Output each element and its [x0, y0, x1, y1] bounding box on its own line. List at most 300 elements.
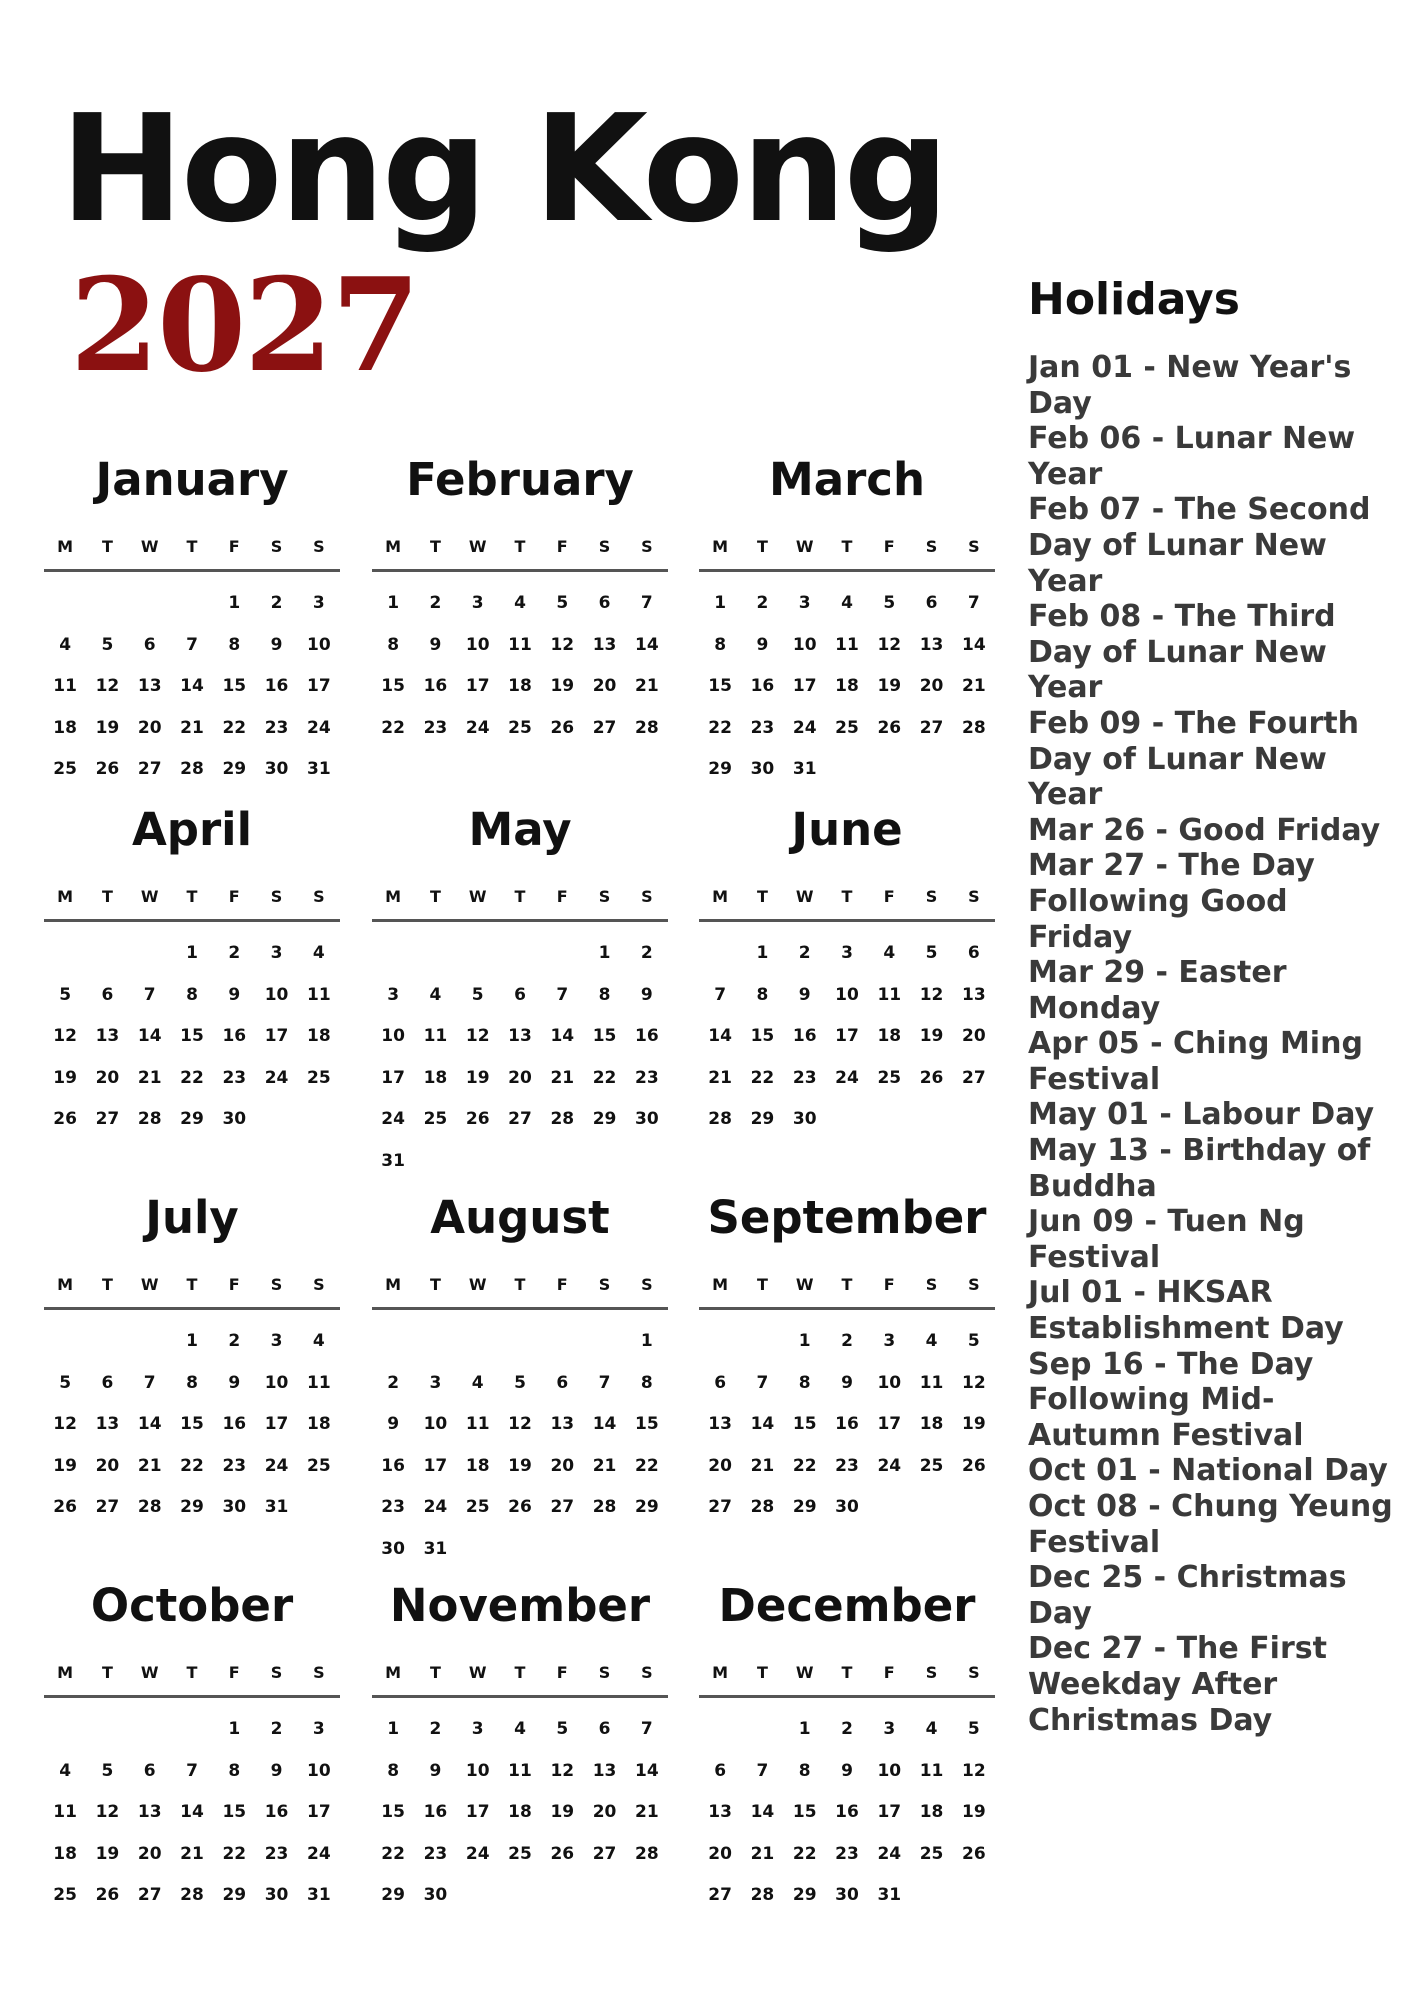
day-cell: 16	[222, 1026, 247, 1046]
day-cell: 15	[381, 1802, 405, 1822]
day-cell: 23	[635, 1067, 659, 1088]
day-cell: 23	[381, 1497, 405, 1517]
day-cell: 21	[708, 1067, 732, 1088]
day-cell: 2	[228, 1331, 241, 1351]
day-cell: 5	[556, 593, 569, 613]
day-cell: 10	[877, 1372, 902, 1393]
weekday-label: M	[57, 1663, 74, 1682]
day-cell: 16	[792, 1026, 817, 1046]
weekday-header	[372, 882, 668, 912]
day-cell: 3	[471, 593, 484, 613]
day-cell: 17	[877, 1802, 902, 1822]
day-cell: 27	[95, 1497, 120, 1517]
weekday-label: T	[841, 1663, 853, 1682]
day-cell: 18	[877, 1026, 902, 1046]
day-cell: 22	[592, 1067, 617, 1088]
day-cell: 7	[640, 1719, 653, 1739]
day-cell: 2	[798, 943, 811, 963]
day-cell: 18	[508, 676, 532, 696]
day-cell: 23	[423, 1843, 448, 1864]
day-cell: 21	[750, 1455, 775, 1476]
empty-cell	[44, 583, 86, 625]
day-cell: 1	[387, 593, 400, 613]
weekday-label: T	[514, 1663, 526, 1682]
day-cell: 2	[756, 593, 769, 613]
day-cell: 5	[514, 1372, 526, 1393]
weekday-label: M	[57, 887, 74, 906]
day-cell: 14	[180, 1802, 204, 1822]
day-cell: 20	[137, 1843, 162, 1864]
header-divider	[372, 919, 668, 922]
weekday-label: W	[795, 537, 814, 556]
day-cell: 4	[59, 634, 72, 655]
day-cell: 30	[835, 1497, 859, 1517]
day-cell: 30	[835, 1885, 859, 1905]
day-cell: 4	[841, 593, 853, 613]
day-cell: 16	[222, 1414, 247, 1434]
weekday-header	[699, 1270, 995, 1300]
day-cell: 19	[508, 1455, 532, 1476]
header-divider	[699, 1695, 995, 1698]
empty-cell	[372, 933, 414, 975]
weekday-label: T	[101, 1663, 113, 1682]
day-cell: 15	[792, 1414, 817, 1434]
day-cell: 25	[307, 1067, 331, 1088]
day-cell: 25	[307, 1455, 331, 1476]
day-cell: 8	[228, 634, 241, 655]
day-cell: 20	[708, 1455, 732, 1476]
day-cell: 12	[95, 1802, 120, 1822]
day-cell: 15	[381, 676, 405, 696]
day-cell: 1	[598, 943, 611, 963]
day-cell: 26	[877, 717, 902, 738]
weekday-label: F	[228, 537, 240, 556]
day-cell: 3	[270, 1331, 283, 1351]
day-cell: 16	[423, 1802, 448, 1822]
day-cell: 5	[101, 1760, 114, 1781]
day-cell: 20	[550, 1455, 575, 1476]
day-cell: 6	[101, 984, 114, 1005]
day-cell: 21	[180, 1843, 204, 1864]
day-cell: 7	[143, 1372, 156, 1393]
day-cell: 18	[53, 1843, 77, 1864]
day-cell: 24	[877, 1455, 902, 1476]
holiday-item: May 13 - Birthday of Buddha	[1028, 1133, 1371, 1204]
day-cell: 30	[792, 1109, 817, 1129]
month-name: March	[768, 453, 926, 506]
weekday-label: S	[313, 1663, 325, 1682]
weekday-header	[44, 1270, 340, 1300]
weekday-label: T	[186, 887, 198, 906]
holiday-item: Apr 05 - Ching Ming Festival	[1028, 1026, 1363, 1097]
day-cell: 3	[883, 1331, 896, 1351]
weekday-label: F	[228, 1275, 240, 1294]
day-cell: 31	[792, 759, 817, 779]
empty-cell	[457, 1321, 499, 1363]
day-cell: 4	[429, 984, 442, 1005]
day-cell: 13	[592, 1760, 617, 1781]
day-cell: 22	[381, 1843, 405, 1864]
holiday-item: Feb 09 - The Fourth Day of Lunar New Year	[1028, 705, 1359, 813]
holiday-item: May 01 - Labour Day	[1028, 1097, 1375, 1133]
day-cell: 20	[508, 1067, 532, 1088]
day-cell: 11	[423, 1026, 448, 1046]
day-cell: 21	[592, 1455, 617, 1476]
day-cell: 12	[550, 634, 575, 655]
holiday-item: Mar 26 - Good Friday	[1028, 812, 1381, 848]
header-divider	[44, 1307, 340, 1310]
weekday-label: W	[140, 1275, 159, 1294]
weekday-label: T	[429, 1275, 441, 1294]
day-cell: 24	[264, 1455, 289, 1476]
weekday-label: T	[841, 887, 853, 906]
day-cell: 4	[312, 1331, 325, 1351]
day-cell: 22	[792, 1843, 817, 1864]
day-cell: 27	[592, 717, 617, 738]
day-cell: 13	[95, 1026, 120, 1046]
day-cell: 17	[465, 676, 490, 696]
day-cell: 29	[180, 1497, 204, 1517]
day-cell: 9	[798, 984, 811, 1005]
day-cell: 14	[137, 1026, 162, 1046]
day-cell: 6	[925, 593, 938, 613]
day-cell: 24	[381, 1109, 405, 1129]
weekday-label: S	[598, 887, 611, 906]
holiday-item: Oct 01 - National Day	[1028, 1453, 1388, 1489]
day-cell: 18	[53, 717, 77, 738]
day-cell: 9	[228, 1372, 241, 1393]
day-cell: 22	[180, 1455, 204, 1476]
day-cell: 11	[307, 984, 331, 1005]
weekday-label: T	[186, 1663, 198, 1682]
day-cell: 10	[423, 1414, 448, 1434]
day-cell: 28	[592, 1497, 617, 1517]
day-cell: 6	[556, 1372, 569, 1393]
day-cell: 1	[798, 1719, 811, 1739]
day-cell: 29	[792, 1885, 817, 1905]
month-name: May	[468, 803, 572, 856]
day-cell: 7	[186, 634, 198, 655]
day-cell: 28	[962, 717, 986, 738]
day-cell: 22	[180, 1067, 204, 1088]
day-cell: 4	[925, 1331, 938, 1351]
day-cell: 15	[222, 1802, 247, 1822]
day-cell: 12	[877, 634, 902, 655]
day-cell: 6	[101, 1372, 114, 1393]
day-grid	[372, 1321, 668, 1570]
day-cell: 18	[465, 1455, 490, 1476]
day-cell: 29	[180, 1109, 204, 1129]
day-cell: 14	[137, 1414, 162, 1434]
day-cell: 25	[53, 1885, 77, 1905]
weekday-label: W	[795, 1275, 814, 1294]
weekday-label: T	[429, 1663, 441, 1682]
day-cell: 18	[423, 1067, 448, 1088]
month-april	[44, 800, 340, 1160]
day-cell: 21	[137, 1067, 162, 1088]
day-cell: 5	[101, 634, 114, 655]
day-cell: 22	[222, 1843, 247, 1864]
weekday-label: T	[514, 887, 526, 906]
day-cell: 5	[925, 943, 938, 963]
day-cell: 25	[919, 1843, 944, 1864]
weekday-label: T	[429, 887, 441, 906]
weekday-label: S	[313, 887, 325, 906]
weekday-label: T	[514, 537, 526, 556]
day-cell: 8	[186, 1372, 198, 1393]
weekday-header	[372, 1270, 668, 1300]
day-cell: 18	[307, 1026, 331, 1046]
month-january	[44, 450, 340, 810]
day-grid	[372, 1709, 668, 1917]
day-cell: 10	[465, 634, 490, 655]
day-cell: 9	[270, 1760, 283, 1781]
weekday-label: W	[140, 1663, 159, 1682]
day-cell: 2	[429, 593, 442, 613]
weekday-label: S	[968, 1275, 980, 1294]
day-cell: 2	[640, 943, 653, 963]
day-cell: 5	[59, 984, 72, 1005]
weekday-label: S	[925, 537, 938, 556]
holiday-item: Oct 08 - Chung Yeung Festival	[1028, 1489, 1393, 1560]
day-cell: 6	[143, 1760, 156, 1781]
empty-cell	[44, 1321, 86, 1363]
weekday-label: S	[270, 537, 283, 556]
day-cell: 14	[708, 1026, 732, 1046]
day-cell: 7	[967, 593, 980, 613]
holiday-item: Sep 16 - The Day Following Mid-Autumn Festival	[1028, 1346, 1314, 1453]
day-cell: 19	[53, 1455, 77, 1476]
day-cell: 26	[53, 1109, 77, 1129]
day-cell: 13	[962, 984, 986, 1005]
empty-cell	[741, 1709, 783, 1751]
day-cell: 6	[598, 593, 611, 613]
day-cell: 8	[387, 634, 400, 655]
weekday-label: W	[795, 1663, 814, 1682]
day-cell: 18	[307, 1414, 331, 1434]
header-divider	[44, 569, 340, 572]
day-cell: 29	[750, 1109, 775, 1129]
weekday-label: M	[712, 537, 729, 556]
empty-cell	[129, 1709, 171, 1751]
day-cell: 2	[429, 1719, 442, 1739]
holiday-item: Jun 09 - Tuen Ng Festival	[1028, 1204, 1305, 1275]
weekday-label: M	[57, 1275, 74, 1294]
empty-cell	[86, 1709, 128, 1751]
weekday-label: S	[270, 1275, 283, 1294]
day-cell: 24	[307, 1843, 331, 1864]
header-divider	[699, 919, 995, 922]
day-cell: 26	[962, 1455, 986, 1476]
day-cell: 26	[465, 1109, 490, 1129]
weekday-label: M	[57, 537, 74, 556]
holiday-item: Feb 08 - The Third Day of Lunar New Year	[1028, 599, 1336, 706]
day-grid	[372, 583, 668, 749]
day-cell: 18	[508, 1802, 532, 1822]
day-cell: 23	[222, 1067, 247, 1088]
weekday-label: F	[228, 887, 240, 906]
day-cell: 19	[550, 676, 575, 696]
month-name: August	[430, 1191, 610, 1244]
day-cell: 5	[967, 1719, 980, 1739]
day-cell: 9	[387, 1414, 400, 1434]
weekday-label: F	[556, 887, 568, 906]
day-cell: 12	[962, 1760, 986, 1781]
day-cell: 20	[592, 676, 617, 696]
day-cell: 27	[919, 717, 944, 738]
day-cell: 17	[423, 1455, 448, 1476]
day-cell: 8	[756, 984, 769, 1005]
day-cell: 13	[919, 634, 944, 655]
day-cell: 20	[962, 1026, 986, 1046]
day-cell: 13	[137, 676, 162, 696]
day-cell: 1	[714, 593, 727, 613]
weekday-label: S	[313, 537, 325, 556]
day-cell: 13	[708, 1802, 732, 1822]
month-name: September	[707, 1191, 987, 1244]
day-cell: 22	[635, 1455, 659, 1476]
day-cell: 19	[465, 1067, 490, 1088]
month-november	[372, 1576, 668, 1936]
day-cell: 26	[95, 759, 120, 779]
day-cell: 14	[962, 634, 986, 655]
weekday-label: M	[712, 1275, 729, 1294]
day-cell: 6	[714, 1760, 727, 1781]
day-cell: 26	[550, 1843, 575, 1864]
weekday-label: T	[756, 537, 768, 556]
month-name: October	[90, 1579, 294, 1632]
month-october	[44, 1576, 340, 1936]
weekday-label: S	[641, 1663, 653, 1682]
day-cell: 12	[465, 1026, 490, 1046]
day-cell: 14	[635, 1760, 659, 1781]
empty-cell	[171, 583, 213, 625]
day-cell: 4	[514, 593, 526, 613]
day-cell: 27	[95, 1109, 120, 1129]
day-cell: 11	[508, 634, 532, 655]
weekday-label: M	[712, 887, 729, 906]
weekday-label: S	[641, 887, 653, 906]
day-cell: 26	[550, 717, 575, 738]
day-cell: 28	[180, 759, 204, 779]
header-divider	[699, 569, 995, 572]
month-name: January	[95, 453, 289, 506]
day-grid	[44, 583, 340, 791]
day-cell: 28	[137, 1109, 162, 1129]
day-cell: 26	[919, 1067, 944, 1088]
weekday-label: F	[883, 1663, 895, 1682]
day-cell: 27	[708, 1885, 732, 1905]
holiday-item: Feb 07 - The Second Day of Lunar New Year	[1028, 492, 1371, 599]
day-cell: 19	[962, 1414, 986, 1434]
day-cell: 14	[750, 1802, 775, 1822]
holiday-item: Dec 25 - Christmas Day	[1028, 1560, 1347, 1631]
day-cell: 15	[592, 1026, 617, 1046]
day-cell: 6	[714, 1372, 727, 1393]
holidays-heading: Holidays	[1028, 274, 1240, 325]
day-cell: 9	[841, 1372, 853, 1393]
day-cell: 11	[877, 984, 902, 1005]
day-cell: 2	[387, 1372, 400, 1393]
weekday-label: T	[756, 1663, 768, 1682]
day-cell: 12	[508, 1414, 532, 1434]
empty-cell	[499, 933, 541, 975]
day-cell: 26	[95, 1885, 120, 1905]
day-cell: 30	[222, 1109, 247, 1129]
day-cell: 27	[137, 1885, 162, 1905]
day-cell: 1	[798, 1331, 811, 1351]
day-cell: 11	[508, 1760, 532, 1781]
day-cell: 9	[841, 1760, 853, 1781]
day-cell: 17	[792, 676, 817, 696]
empty-cell	[699, 1709, 741, 1751]
day-cell: 29	[381, 1885, 405, 1905]
weekday-label: W	[468, 887, 487, 906]
weekday-label: S	[270, 887, 283, 906]
empty-cell	[414, 1321, 456, 1363]
day-cell: 3	[429, 1372, 442, 1393]
day-cell: 2	[841, 1331, 853, 1351]
day-cell: 13	[95, 1414, 120, 1434]
weekday-label: S	[925, 887, 938, 906]
day-cell: 20	[919, 676, 944, 696]
day-grid	[699, 1321, 995, 1529]
day-cell: 1	[186, 1331, 198, 1351]
day-cell: 14	[180, 676, 204, 696]
day-cell: 9	[640, 984, 653, 1005]
day-cell: 24	[465, 717, 490, 738]
day-cell: 4	[471, 1372, 484, 1393]
weekday-label: W	[140, 537, 159, 556]
day-cell: 2	[841, 1719, 853, 1739]
day-cell: 20	[137, 717, 162, 738]
day-cell: 13	[550, 1414, 575, 1434]
weekday-label: W	[468, 1663, 487, 1682]
day-cell: 15	[180, 1026, 204, 1046]
day-cell: 29	[222, 759, 247, 779]
day-cell: 8	[640, 1372, 653, 1393]
weekday-label: S	[925, 1275, 938, 1294]
day-cell: 19	[962, 1802, 986, 1822]
day-cell: 11	[835, 634, 859, 655]
day-cell: 5	[471, 984, 484, 1005]
day-grid	[699, 1709, 995, 1917]
weekday-label: S	[968, 537, 980, 556]
weekday-label: T	[841, 1275, 853, 1294]
day-cell: 5	[883, 593, 896, 613]
day-cell: 11	[465, 1414, 490, 1434]
day-cell: 16	[381, 1455, 405, 1476]
holiday-list	[1028, 350, 1398, 1738]
day-cell: 30	[264, 1885, 289, 1905]
day-cell: 31	[307, 759, 331, 779]
day-cell: 31	[877, 1885, 902, 1905]
weekday-label: T	[101, 1275, 113, 1294]
weekday-label: S	[598, 537, 611, 556]
day-cell: 26	[53, 1497, 77, 1517]
day-cell: 17	[835, 1026, 859, 1046]
weekday-header	[372, 532, 668, 562]
day-cell: 3	[387, 984, 400, 1005]
page-title: Hong Kong	[60, 83, 947, 255]
day-cell: 21	[180, 717, 204, 738]
day-grid	[44, 933, 340, 1141]
day-cell: 24	[877, 1843, 902, 1864]
day-cell: 25	[465, 1497, 490, 1517]
weekday-header	[44, 882, 340, 912]
day-cell: 29	[708, 759, 732, 779]
day-grid	[44, 1321, 340, 1529]
